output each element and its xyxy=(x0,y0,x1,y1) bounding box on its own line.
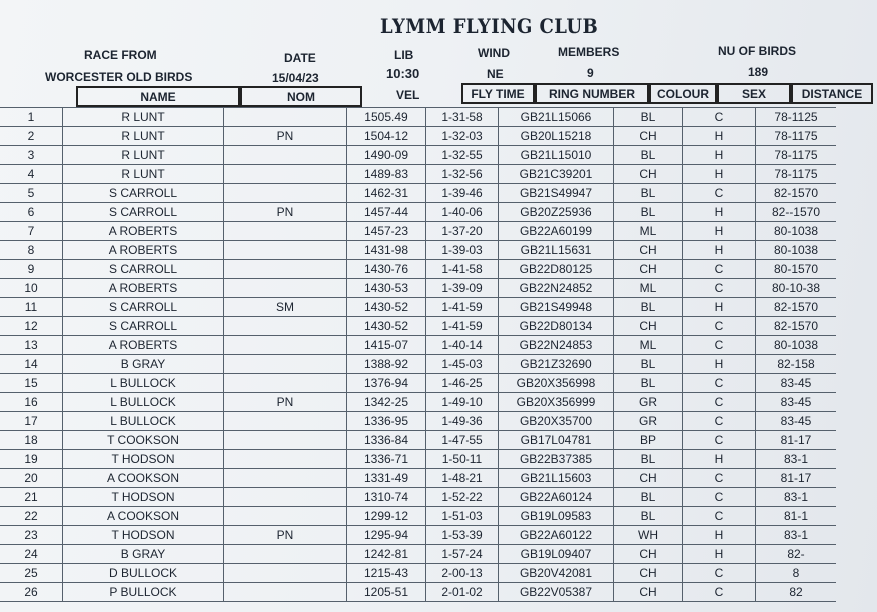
cell-colour: WH xyxy=(614,526,683,545)
cell-pos: 11 xyxy=(0,298,63,317)
cell-nom xyxy=(224,412,347,431)
cell-pos: 23 xyxy=(0,526,63,545)
cell-nom: PN xyxy=(224,526,347,545)
cell-name: T HODSON xyxy=(63,526,224,545)
cell-nom xyxy=(224,507,347,526)
cell-dist: 82 xyxy=(756,583,837,602)
cell-dist: 83-1 xyxy=(756,526,837,545)
cell-ring: GB19L09583 xyxy=(499,507,614,526)
cell-ring: GB21L15010 xyxy=(499,146,614,165)
cell-sex: C xyxy=(683,488,756,507)
table-row xyxy=(0,431,836,450)
cell-colour: CH xyxy=(614,564,683,583)
cell-sex: C xyxy=(683,374,756,393)
cell-ring: GB17L04781 xyxy=(499,431,614,450)
cell-pos: 22 xyxy=(0,507,63,526)
cell-sex: H xyxy=(683,526,756,545)
cell-nom: PN xyxy=(224,127,347,146)
cell-colour: BL xyxy=(614,355,683,374)
cell-vel: 1342-25 xyxy=(347,393,426,412)
cell-name: S CARROLL xyxy=(63,317,224,336)
cell-sex: H xyxy=(683,545,756,564)
table-row xyxy=(0,165,836,184)
cell-fly: 1-46-25 xyxy=(426,374,499,393)
cell-nom xyxy=(224,222,347,241)
cell-sex: C xyxy=(683,469,756,488)
cell-ring: GB20Z25936 xyxy=(499,203,614,222)
cell-fly: 1-31-58 xyxy=(426,108,499,127)
cell-pos: 8 xyxy=(0,241,63,260)
cell-ring: GB21C39201 xyxy=(499,165,614,184)
cell-pos: 6 xyxy=(0,203,63,222)
wind-value: NE xyxy=(487,67,504,81)
table-row xyxy=(0,450,836,469)
cell-ring: GB21L15066 xyxy=(499,108,614,127)
cell-fly: 1-39-09 xyxy=(426,279,499,298)
cell-pos: 18 xyxy=(0,431,63,450)
cell-dist: 81-17 xyxy=(756,469,837,488)
cell-nom xyxy=(224,564,347,583)
cell-sex: C xyxy=(683,184,756,203)
date-value: 15/04/23 xyxy=(272,71,319,85)
col-header-nom: NOM xyxy=(240,86,362,107)
cell-nom xyxy=(224,165,347,184)
table-row xyxy=(0,412,836,431)
cell-vel: 1415-07 xyxy=(347,336,426,355)
cell-colour: GR xyxy=(614,412,683,431)
table-row xyxy=(0,336,836,355)
table-row xyxy=(0,374,836,393)
cell-colour: ML xyxy=(614,222,683,241)
cell-colour: BL xyxy=(614,298,683,317)
cell-dist: 80-1570 xyxy=(756,260,837,279)
cell-nom xyxy=(224,260,347,279)
cell-colour: CH xyxy=(614,317,683,336)
col-header-fly-time: FLY TIME xyxy=(461,83,535,104)
cell-vel: 1462-31 xyxy=(347,184,426,203)
table-row xyxy=(0,393,836,412)
cell-vel: 1205-51 xyxy=(347,583,426,602)
cell-vel: 1331-49 xyxy=(347,469,426,488)
cell-sex: H xyxy=(683,298,756,317)
cell-ring: GB21S49948 xyxy=(499,298,614,317)
cell-pos: 21 xyxy=(0,488,63,507)
cell-dist: 82-1570 xyxy=(756,298,837,317)
cell-pos: 4 xyxy=(0,165,63,184)
cell-fly: 1-40-14 xyxy=(426,336,499,355)
cell-sex: C xyxy=(683,260,756,279)
cell-dist: 80-1038 xyxy=(756,222,837,241)
cell-colour: CH xyxy=(614,241,683,260)
table-row xyxy=(0,317,836,336)
cell-name: R LUNT xyxy=(63,127,224,146)
cell-dist: 82--1570 xyxy=(756,203,837,222)
cell-fly: 1-40-06 xyxy=(426,203,499,222)
table-row xyxy=(0,355,836,374)
cell-fly: 1-45-03 xyxy=(426,355,499,374)
cell-colour: BL xyxy=(614,450,683,469)
table-row xyxy=(0,241,836,260)
cell-nom: SM xyxy=(224,298,347,317)
cell-dist: 78-1175 xyxy=(756,165,837,184)
cell-name: T HODSON xyxy=(63,450,224,469)
cell-dist: 8 xyxy=(756,564,837,583)
cell-colour: CH xyxy=(614,583,683,602)
cell-vel: 1457-44 xyxy=(347,203,426,222)
cell-name: S CARROLL xyxy=(63,203,224,222)
cell-name: A ROBERTS xyxy=(63,241,224,260)
race-from-label: RACE FROM xyxy=(84,48,157,62)
cell-nom: PN xyxy=(224,203,347,222)
cell-dist: 81-17 xyxy=(756,431,837,450)
cell-fly: 1-39-03 xyxy=(426,241,499,260)
cell-nom xyxy=(224,108,347,127)
cell-name: P BULLOCK xyxy=(63,583,224,602)
cell-fly: 1-41-59 xyxy=(426,298,499,317)
cell-sex: H xyxy=(683,355,756,374)
cell-nom xyxy=(224,317,347,336)
col-header-name: NAME xyxy=(76,86,240,107)
cell-ring: GB22A60124 xyxy=(499,488,614,507)
cell-dist: 83-45 xyxy=(756,412,837,431)
cell-fly: 1-51-03 xyxy=(426,507,499,526)
cell-ring: GB22A60122 xyxy=(499,526,614,545)
cell-nom xyxy=(224,545,347,564)
members-label: MEMBERS xyxy=(558,45,620,59)
cell-fly: 1-32-55 xyxy=(426,146,499,165)
cell-fly: 1-52-22 xyxy=(426,488,499,507)
cell-colour: BL xyxy=(614,488,683,507)
cell-ring: GB21L15603 xyxy=(499,469,614,488)
cell-colour: ML xyxy=(614,279,683,298)
cell-ring: GB20V42081 xyxy=(499,564,614,583)
cell-nom xyxy=(224,450,347,469)
cell-vel: 1310-74 xyxy=(347,488,426,507)
cell-pos: 19 xyxy=(0,450,63,469)
cell-vel: 1430-52 xyxy=(347,317,426,336)
cell-nom xyxy=(224,146,347,165)
cell-colour: CH xyxy=(614,469,683,488)
cell-ring: GB22B37385 xyxy=(499,450,614,469)
lib-value: 10:30 xyxy=(386,66,420,81)
cell-dist: 82-1570 xyxy=(756,317,837,336)
table-row xyxy=(0,127,836,146)
cell-name: T HODSON xyxy=(63,488,224,507)
cell-vel: 1336-95 xyxy=(347,412,426,431)
cell-vel: 1336-71 xyxy=(347,450,426,469)
table-row xyxy=(0,526,836,545)
cell-sex: C xyxy=(683,336,756,355)
cell-nom: PN xyxy=(224,393,347,412)
cell-pos: 26 xyxy=(0,583,63,602)
cell-fly: 1-57-24 xyxy=(426,545,499,564)
race-from-value: WORCESTER OLD BIRDS xyxy=(45,70,193,84)
col-header-colour: COLOUR xyxy=(649,83,717,104)
cell-ring: GB22D80125 xyxy=(499,260,614,279)
cell-pos: 9 xyxy=(0,260,63,279)
cell-name: A ROBERTS xyxy=(63,336,224,355)
cell-name: A COOKSON xyxy=(63,507,224,526)
cell-fly: 1-41-58 xyxy=(426,260,499,279)
cell-vel: 1489-83 xyxy=(347,165,426,184)
table-row xyxy=(0,146,836,165)
cell-vel: 1430-53 xyxy=(347,279,426,298)
cell-vel: 1430-52 xyxy=(347,298,426,317)
cell-name: L BULLOCK xyxy=(63,374,224,393)
cell-dist: 80-10-38 xyxy=(756,279,837,298)
cell-nom xyxy=(224,336,347,355)
cell-name: R LUNT xyxy=(63,146,224,165)
cell-vel: 1504-12 xyxy=(347,127,426,146)
cell-pos: 3 xyxy=(0,146,63,165)
table-row xyxy=(0,507,836,526)
cell-nom xyxy=(224,469,347,488)
cell-nom xyxy=(224,374,347,393)
cell-name: R LUNT xyxy=(63,108,224,127)
cell-colour: CH xyxy=(614,260,683,279)
cell-colour: BL xyxy=(614,203,683,222)
cell-colour: BL xyxy=(614,184,683,203)
cell-name: B GRAY xyxy=(63,355,224,374)
cell-pos: 14 xyxy=(0,355,63,374)
cell-dist: 80-1038 xyxy=(756,241,837,260)
cell-name: S CARROLL xyxy=(63,184,224,203)
cell-vel: 1457-23 xyxy=(347,222,426,241)
cell-vel: 1299-12 xyxy=(347,507,426,526)
cell-sex: C xyxy=(683,393,756,412)
table-row xyxy=(0,108,836,127)
cell-nom xyxy=(224,488,347,507)
cell-pos: 5 xyxy=(0,184,63,203)
cell-name: L BULLOCK xyxy=(63,412,224,431)
table-row xyxy=(0,469,836,488)
cell-fly: 1-50-11 xyxy=(426,450,499,469)
cell-colour: BL xyxy=(614,146,683,165)
cell-ring: GB22D80134 xyxy=(499,317,614,336)
cell-sex: H xyxy=(683,165,756,184)
cell-dist: 82-1570 xyxy=(756,184,837,203)
cell-nom xyxy=(224,583,347,602)
club-title: LYMM FLYING CLUB xyxy=(380,14,599,38)
cell-colour: BL xyxy=(614,374,683,393)
cell-ring: GB20X35700 xyxy=(499,412,614,431)
wind-label: WIND xyxy=(478,46,510,60)
col-header-distance: DISTANCE xyxy=(791,83,873,104)
cell-fly: 1-49-10 xyxy=(426,393,499,412)
table-row xyxy=(0,298,836,317)
results-table-body xyxy=(0,108,836,602)
lib-label: LIB xyxy=(394,48,414,62)
cell-sex: C xyxy=(683,583,756,602)
cell-sex: H xyxy=(683,127,756,146)
cell-name: S CARROLL xyxy=(63,298,224,317)
cell-name: L BULLOCK xyxy=(63,393,224,412)
cell-dist: 78-1125 xyxy=(756,108,837,127)
cell-dist: 83-1 xyxy=(756,488,837,507)
cell-sex: C xyxy=(683,564,756,583)
cell-sex: C xyxy=(683,317,756,336)
cell-pos: 25 xyxy=(0,564,63,583)
cell-pos: 24 xyxy=(0,545,63,564)
cell-ring: GB20X356999 xyxy=(499,393,614,412)
cell-colour: CH xyxy=(614,165,683,184)
cell-pos: 17 xyxy=(0,412,63,431)
cell-fly: 1-47-55 xyxy=(426,431,499,450)
cell-name: D BULLOCK xyxy=(63,564,224,583)
table-row xyxy=(0,203,836,222)
cell-dist: 83-1 xyxy=(756,450,837,469)
cell-ring: GB22N24852 xyxy=(499,279,614,298)
cell-pos: 12 xyxy=(0,317,63,336)
cell-sex: C xyxy=(683,279,756,298)
cell-name: T COOKSON xyxy=(63,431,224,450)
cell-sex: H xyxy=(683,450,756,469)
cell-vel: 1388-92 xyxy=(347,355,426,374)
cell-ring: GB19L09407 xyxy=(499,545,614,564)
table-row xyxy=(0,260,836,279)
cell-fly: 1-41-59 xyxy=(426,317,499,336)
cell-fly: 1-32-03 xyxy=(426,127,499,146)
cell-sex: H xyxy=(683,222,756,241)
table-row xyxy=(0,279,836,298)
table-row xyxy=(0,564,836,583)
cell-vel: 1431-98 xyxy=(347,241,426,260)
birds-value: 189 xyxy=(748,65,769,79)
cell-pos: 15 xyxy=(0,374,63,393)
cell-vel: 1336-84 xyxy=(347,431,426,450)
cell-pos: 7 xyxy=(0,222,63,241)
cell-vel: 1242-81 xyxy=(347,545,426,564)
cell-vel: 1505.49 xyxy=(347,108,426,127)
cell-dist: 78-1175 xyxy=(756,146,837,165)
cell-nom xyxy=(224,431,347,450)
table-row xyxy=(0,583,836,602)
cell-ring: GB21S49947 xyxy=(499,184,614,203)
date-label: DATE xyxy=(284,51,316,65)
cell-colour: CH xyxy=(614,127,683,146)
cell-vel: 1295-94 xyxy=(347,526,426,545)
cell-colour: CH xyxy=(614,545,683,564)
cell-vel: 1376-94 xyxy=(347,374,426,393)
cell-pos: 13 xyxy=(0,336,63,355)
table-row xyxy=(0,488,836,507)
cell-dist: 80-1038 xyxy=(756,336,837,355)
cell-fly: 1-32-56 xyxy=(426,165,499,184)
cell-fly: 1-53-39 xyxy=(426,526,499,545)
cell-name: A ROBERTS xyxy=(63,279,224,298)
cell-pos: 10 xyxy=(0,279,63,298)
cell-colour: BP xyxy=(614,431,683,450)
cell-fly: 1-48-21 xyxy=(426,469,499,488)
cell-fly: 1-49-36 xyxy=(426,412,499,431)
members-value: 9 xyxy=(587,66,594,80)
cell-nom xyxy=(224,241,347,260)
cell-colour: ML xyxy=(614,336,683,355)
cell-vel: 1490-09 xyxy=(347,146,426,165)
birds-label: NU OF BIRDS xyxy=(718,44,796,58)
cell-dist: 82-158 xyxy=(756,355,837,374)
col-header-sex: SEX xyxy=(717,83,791,104)
cell-name: S CARROLL xyxy=(63,260,224,279)
cell-pos: 1 xyxy=(0,108,63,127)
cell-sex: H xyxy=(683,203,756,222)
cell-pos: 2 xyxy=(0,127,63,146)
cell-ring: GB22N24853 xyxy=(499,336,614,355)
cell-sex: C xyxy=(683,507,756,526)
cell-fly: 2-00-13 xyxy=(426,564,499,583)
cell-nom xyxy=(224,355,347,374)
cell-name: B GRAY xyxy=(63,545,224,564)
cell-name: A ROBERTS xyxy=(63,222,224,241)
cell-colour: GR xyxy=(614,393,683,412)
cell-fly: 2-01-02 xyxy=(426,583,499,602)
cell-name: A COOKSON xyxy=(63,469,224,488)
cell-pos: 16 xyxy=(0,393,63,412)
cell-sex: H xyxy=(683,146,756,165)
cell-ring: GB20L15218 xyxy=(499,127,614,146)
cell-dist: 78-1175 xyxy=(756,127,837,146)
cell-colour: BL xyxy=(614,108,683,127)
cell-sex: H xyxy=(683,241,756,260)
table-row xyxy=(0,184,836,203)
cell-nom xyxy=(224,184,347,203)
results-table xyxy=(0,107,836,602)
cell-ring: GB21L15631 xyxy=(499,241,614,260)
cell-nom xyxy=(224,279,347,298)
cell-dist: 83-45 xyxy=(756,393,837,412)
col-header-vel: VEL xyxy=(396,88,420,102)
cell-sex: C xyxy=(683,108,756,127)
table-row xyxy=(0,545,836,564)
cell-vel: 1430-76 xyxy=(347,260,426,279)
cell-ring: GB22V05387 xyxy=(499,583,614,602)
cell-ring: GB20X356998 xyxy=(499,374,614,393)
cell-colour: BL xyxy=(614,507,683,526)
cell-ring: GB21Z32690 xyxy=(499,355,614,374)
cell-dist: 83-45 xyxy=(756,374,837,393)
cell-fly: 1-37-20 xyxy=(426,222,499,241)
cell-dist: 82- xyxy=(756,545,837,564)
cell-sex: C xyxy=(683,431,756,450)
cell-name: R LUNT xyxy=(63,165,224,184)
cell-ring: GB22A60199 xyxy=(499,222,614,241)
cell-pos: 20 xyxy=(0,469,63,488)
cell-fly: 1-39-46 xyxy=(426,184,499,203)
cell-sex: C xyxy=(683,412,756,431)
table-row xyxy=(0,222,836,241)
col-header-ring-number: RING NUMBER xyxy=(535,83,649,104)
cell-dist: 81-1 xyxy=(756,507,837,526)
cell-vel: 1215-43 xyxy=(347,564,426,583)
